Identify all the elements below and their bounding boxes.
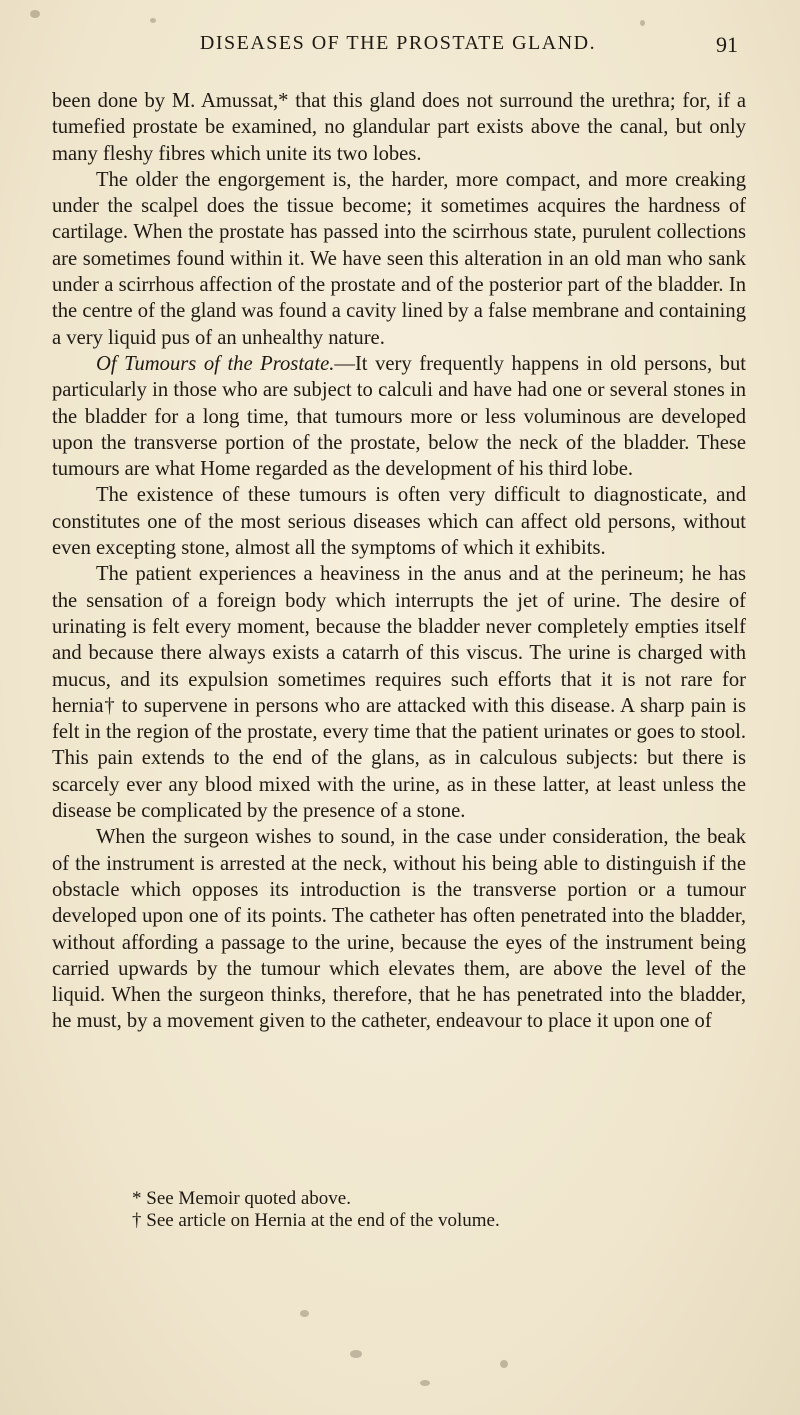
paragraph-text: —It very frequently happens in old persons, but particularly in those who are subject to calculi and have had one or several stones in the bladder for a long time, that tumours more or less voluminous are developed upon the transverse portion of the prostate, below the neck of the bladder. These tumours are what Home regarded as the development of his third lobe. [52, 352, 746, 481]
page-number: 91 [716, 32, 738, 57]
footnotes [132, 1188, 732, 1232]
paragraph [52, 482, 746, 561]
paper-speckle [300, 1310, 309, 1317]
paper-speckle [500, 1360, 508, 1368]
paragraph [52, 167, 746, 351]
paragraph-text: The older the engorgement is, the harder, more compact, and more creaking under the scalpel does the tissue become; it sometimes acquires the hardness of cartilage. When the prostate has passed into the scirrhous state, purulent collections are sometimes found within it. We have seen this alteration in an old man who sank under a scirrhous affection of the prostate and of the posterior part of the bladder. In the centre of the gland was found a cavity lined by a false membrane and containing a very liquid pus of an unhealthy nature. [52, 168, 746, 349]
paper-speckle [150, 18, 156, 23]
running-title: DISEASES OF THE PROSTATE GLAND. [199, 32, 597, 54]
footnote: † See article on Hernia at the end of the volume. [132, 1210, 500, 1231]
section-subheading: Of Tumours of the Prostate. [96, 352, 335, 375]
body-text [52, 88, 746, 1035]
paragraph-text: When the surgeon wishes to sound, in the case under consideration, the beak of the instrument is arrested at the neck, without his being able to distinguish if the obstacle which opposes its introduction is the transverse portion or a tumour developed upon one of its points. The catheter has often penetrated into the bladder, without affording a passage to the urine, because the eyes of the instrument being carried upwards by the tumour which elevates them, are above the level of the liquid. When the surgeon thinks, therefore, that he has penetrated into the bladder, he must, by a movement given to the catheter, endeavour to place it upon one of [52, 826, 746, 1033]
page-header [98, 32, 738, 72]
paragraph-text: The patient experiences a heaviness in the anus and at the perineum; he has the sensation of a foreign body which interrupts the jet of urine. The desire of urinating is felt every moment, because the bladder never completely empties itself and because there always exists a catarrh of this viscus. The urine is charged with mucus, and its expulsion sometimes requires such efforts that it is not rare for hernia† to supervene in persons who are attacked with this disease. A sharp pain is felt in the region of the prostate, every time that the patient urinates or goes to stool. This pain extends to the end of the glans, as in calculous subjects: but there is scarcely ever any blood mixed with the urine, as in these latter, at least unless the disease be complicated by the presence of a stone. [52, 563, 746, 823]
footnote: * See Memoir quoted above. [132, 1188, 351, 1209]
paragraph-text: The existence of these tumours is often very difficult to diagnosticate, and constitutes one of the most serious diseases which can affect old persons, without even excepting stone, almost all the symptoms of which it exhibits. [52, 484, 746, 560]
paper-speckle [640, 20, 645, 26]
paper-speckle [420, 1380, 430, 1386]
paragraph [52, 824, 746, 1034]
paragraph [52, 351, 746, 482]
paragraph [52, 88, 746, 167]
paragraph [52, 561, 746, 824]
paper-speckle [30, 10, 40, 18]
paper-speckle [350, 1350, 362, 1358]
paragraph-text: been done by M. Amussat,* that this gland does not surround the urethra; for, if a tumefied prostate be examined, no glandular part exists above the canal, but only many fleshy fibres which unite its two lobes. [52, 90, 746, 165]
